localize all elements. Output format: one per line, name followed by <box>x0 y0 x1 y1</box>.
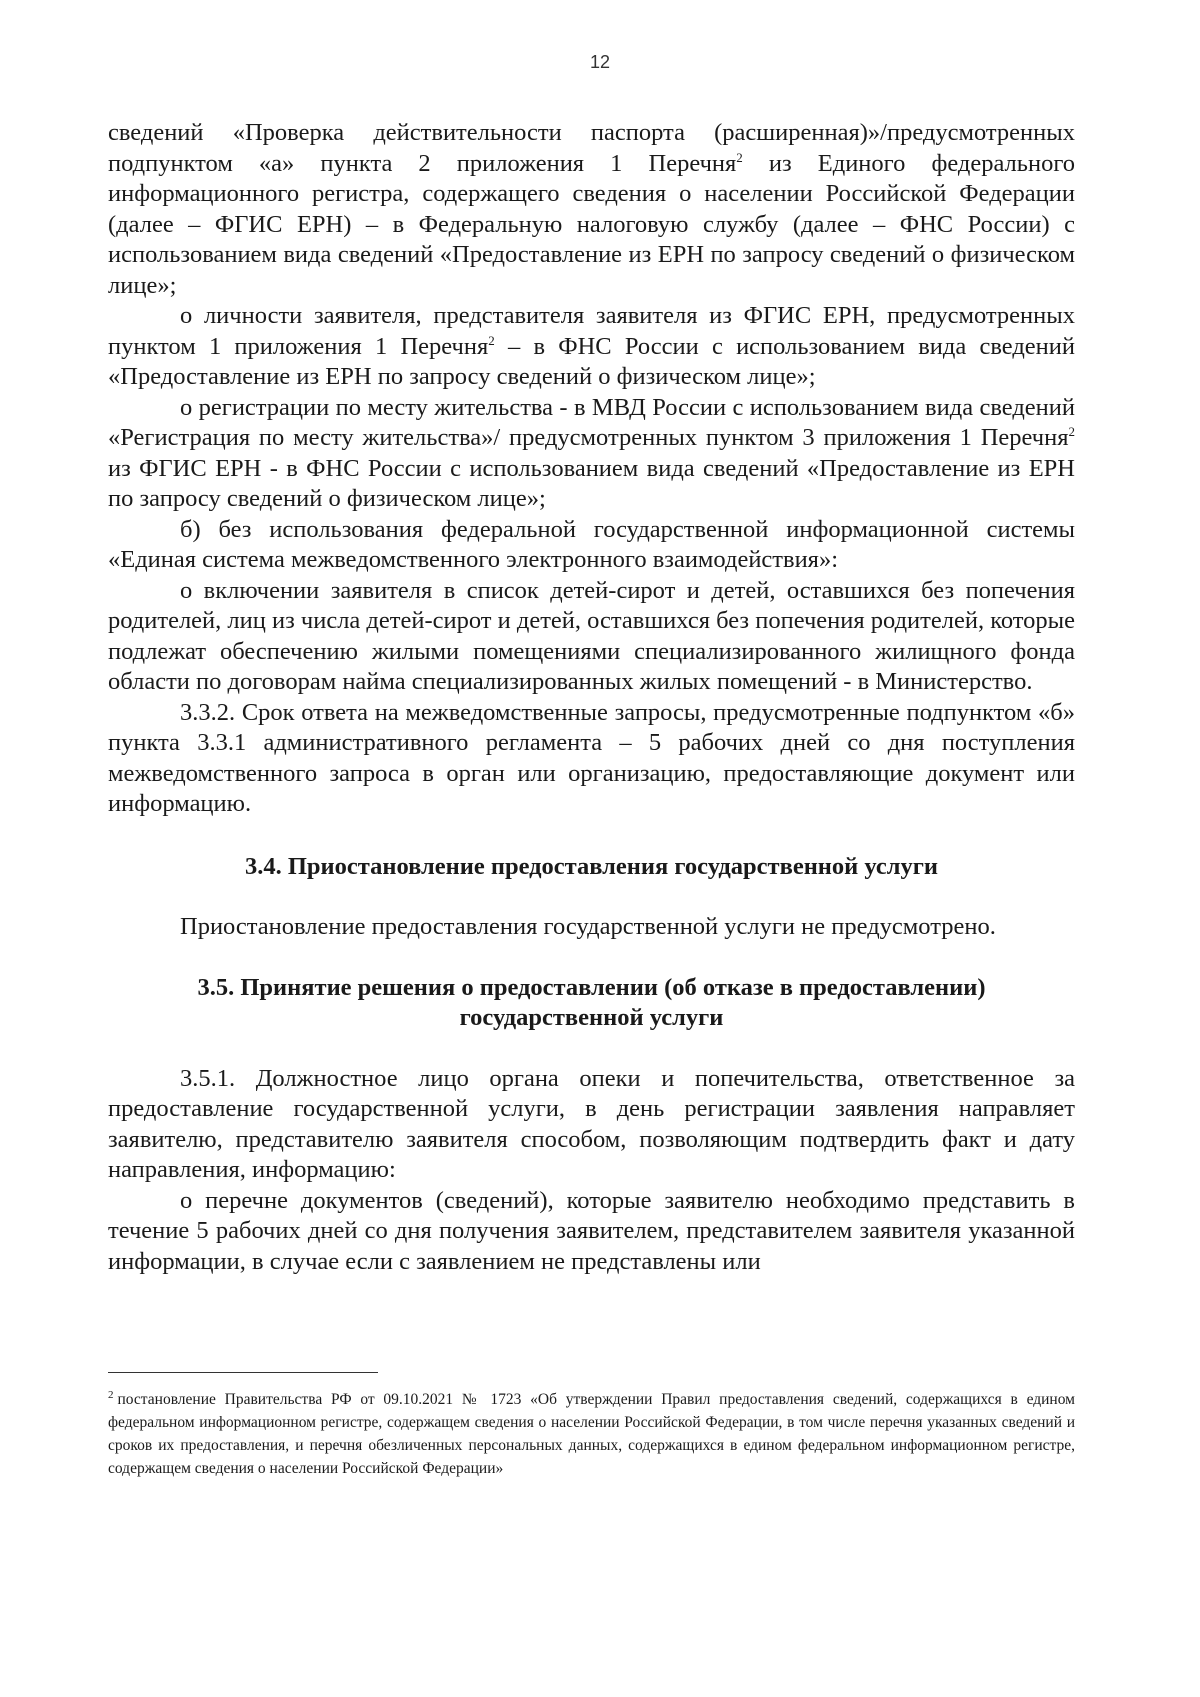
paragraph-text: сведений «Проверка действительности паспорта (расширенная)»/предусмотренных подпунктом «а» пункта 2 приложения 1 Перечня <box>108 119 1075 177</box>
paragraph: 3.5.1. Должностное лицо органа опеки и попечительства, ответственное за предоставление государственной услуги, в день регистрации заявления направляет заявителю, представителю заявителя способом, позволяющим подтвердить факт и дату направления, информацию: <box>108 1064 1075 1183</box>
heading-line: государственной услуги <box>459 1004 724 1031</box>
page-number: 12 <box>589 52 611 72</box>
footnote-divider <box>108 1372 378 1373</box>
footnote-text: постановление Правительства РФ от 09.10.2021 № 1723 «Об утверждении Правил предоставления сведений, содержащихся в едином федеральном информационном регистре, содержащем сведения о населении Российской Федерации, в том числе перечня указанных сведений и сроков их предоставления, и перечня обезличенных персональных данных, содержащихся в едином федеральном информационном регистре, содержащем сведения о населении Российской Федерации» <box>108 1391 1075 1477</box>
paragraph-text: из Единого федерального информационного регистра, содержащего сведения о населении Российской Федерации (далее – ФГИС ЕРН) – в Федеральную налоговую службу (далее – ФНС России) с использованием вида сведений «Предоставление из ЕРН по запросу сведений о физическом лице»; <box>108 149 1076 299</box>
footnote-ref: 2 <box>736 149 743 165</box>
heading-line: 3.5. Принятие решения о предоставлении (об отказе в предоставлении) <box>197 973 986 1001</box>
paragraph-text: о личности заявителя, представителя заявителя из ФГИС ЕРН, предусмотренных пунктом 1 приложения 1 Перечня <box>108 302 1075 360</box>
paragraph <box>108 393 1075 515</box>
paragraph <box>108 118 1075 301</box>
footnote-mark: 2 <box>108 1388 114 1401</box>
paragraph-text: о регистрации по месту жительства - в МВД России с использованием вида сведений «Регистрация по месту жительства»/ предусмотренных пунктом 3 приложения 1 Перечня <box>108 393 1075 451</box>
paragraph-text: б) без использования федеральной государственной информационной системы «Единая система межведомственного электронного взаимодействия»: <box>108 515 1075 573</box>
paragraph <box>108 576 1075 698</box>
paragraph <box>108 698 1075 820</box>
paragraph: о перечне документов (сведений), которые заявителю необходимо представить в течение 5 рабочих дней со дня получения заявителем, представителем заявителя указанной информации, в случае если с заявлением не представлены или <box>108 1186 1075 1275</box>
footnote-ref: 2 <box>1068 423 1075 439</box>
footnote-ref: 2 <box>488 332 495 348</box>
paragraph-text: из ФГИС ЕРН - в ФНС России с использованием вида сведений «Предоставление из ЕРН по запросу сведений о физическом лице»; <box>108 454 1075 512</box>
document-body <box>108 118 1075 1277</box>
paragraph-text: о включении заявителя в список детей-сирот и детей, оставшихся без попечения родителей, лиц из числа детей-сирот и детей, оставшихся без попечения родителей, которые подлежат обеспечению жилыми помещениями специализированного жилищного фонда области по договорам найма специализированных жилых помещений - в Министерство. <box>108 576 1075 695</box>
paragraph <box>108 301 1075 393</box>
paragraph-text: 3.3.2. Срок ответа на межведомственные запросы, предусмотренные подпунктом «б» пункта 3.3.1 административного регламента – 5 рабочих дней со дня поступления межведомственного запроса в орган или организацию, предоставляющие документ или информацию. <box>108 698 1075 817</box>
paragraph: Приостановление предоставления государственной услуги не предусмотрено. <box>180 913 996 940</box>
paragraph <box>108 515 1075 576</box>
section-heading-3-5 <box>108 973 1075 1034</box>
footnote <box>108 1388 1075 1480</box>
section-heading-3-4: 3.4. Приостановление предоставления государственной услуги <box>244 852 939 880</box>
paragraph-text: – в ФНС России с использованием вида сведений «Предоставление из ЕРН по запросу сведений о физическом лице»; <box>108 332 1075 390</box>
